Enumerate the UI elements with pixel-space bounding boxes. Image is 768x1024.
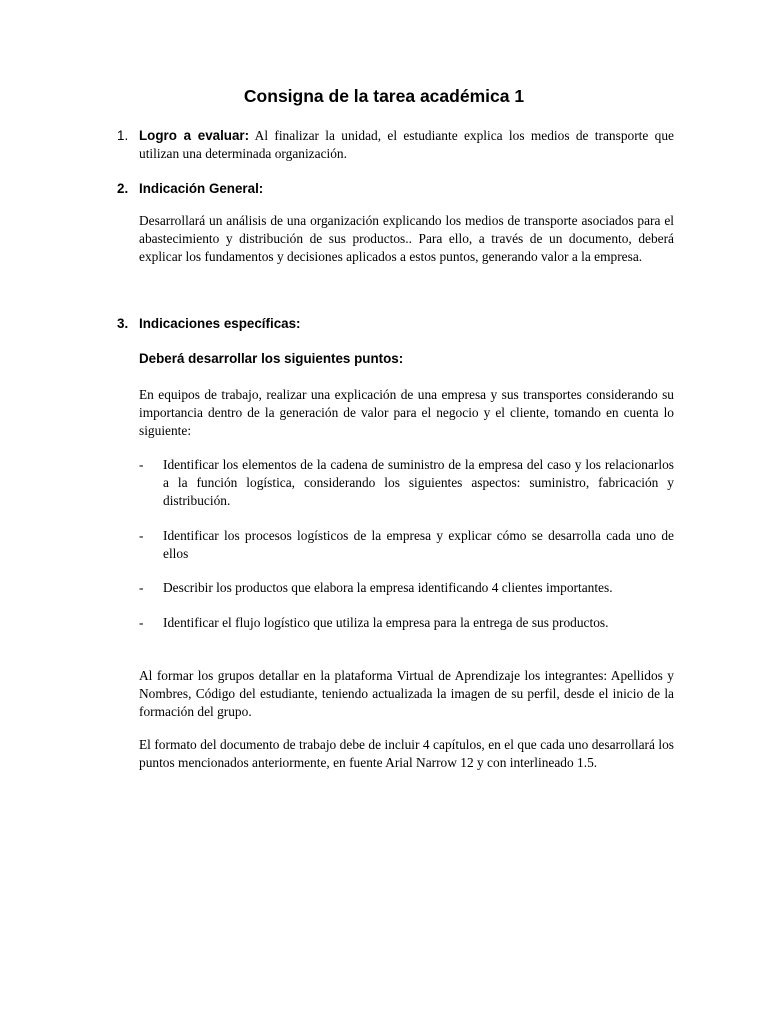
item-1-text: Al finalizar la unidad, el estudiante explica los medios de transporte que utilizan una determinada organización. — [139, 128, 674, 161]
closing-paragraph-1: Al formar los grupos detallar en la plataforma Virtual de Aprendizaje los integrantes: Apellidos y Nombres, Código del estudiante, teniendo actualizada la imagen de su perfil, desde el inicio de la formación del grupo. — [139, 668, 674, 719]
bullet-marker: - — [139, 457, 144, 472]
bullet-marker: - — [139, 528, 144, 543]
item-2-paragraph: Desarrollará un análisis de una organización explicando los medios de transporte asociados para el abastecimiento y distribución de sus productos.. Para ello, a través de un documento, deberá explicar los fundamentos y decisiones aplicados a estos puntos, generando valor a la empresa. — [139, 213, 674, 264]
item-1-number: 1. — [117, 128, 129, 143]
bullet-marker: - — [139, 580, 144, 595]
closing-paragraph-2: El formato del documento de trabajo debe de incluir 4 capítulos, en el que cada uno desarrollará los puntos mencionados anteriormente, en fuente Arial Narrow 12 y con interlineado 1.5. — [139, 737, 674, 770]
bullet-marker: - — [139, 615, 144, 630]
item-3-subheading: Deberá desarrollar los siguientes puntos: — [139, 351, 404, 366]
item-3-number: 3. — [117, 316, 129, 331]
bullet-item: Describir los productos que elabora la empresa identificando 4 clientes importantes. — [163, 580, 613, 595]
item-1-heading: Logro a evaluar: — [139, 128, 250, 143]
bullet-item: Identificar los procesos logísticos de la empresa y explicar cómo se desarrolla cada uno de ellos — [163, 528, 674, 561]
item-2-number: 2. — [117, 181, 129, 196]
bullet-item: Identificar los elementos de la cadena de suministro de la empresa del caso y los relacionarlos a la función logística, considerando los siguientes aspectos: suministro, fabricación y distribución. — [163, 457, 674, 508]
item-3-heading: Indicaciones específicas: — [139, 316, 301, 331]
item-1-paragraph — [139, 127, 674, 163]
item-2-heading: Indicación General: — [139, 181, 264, 196]
bullet-item: Identificar el flujo logístico que utiliza la empresa para la entrega de sus productos. — [163, 615, 609, 630]
document-title: Consigna de la tarea académica 1 — [243, 86, 525, 106]
item-3-intro: En equipos de trabajo, realizar una explicación de una empresa y sus transportes considerando su importancia dentro de la generación de valor para el negocio y el cliente, tomando en cuenta lo siguiente: — [139, 387, 674, 438]
